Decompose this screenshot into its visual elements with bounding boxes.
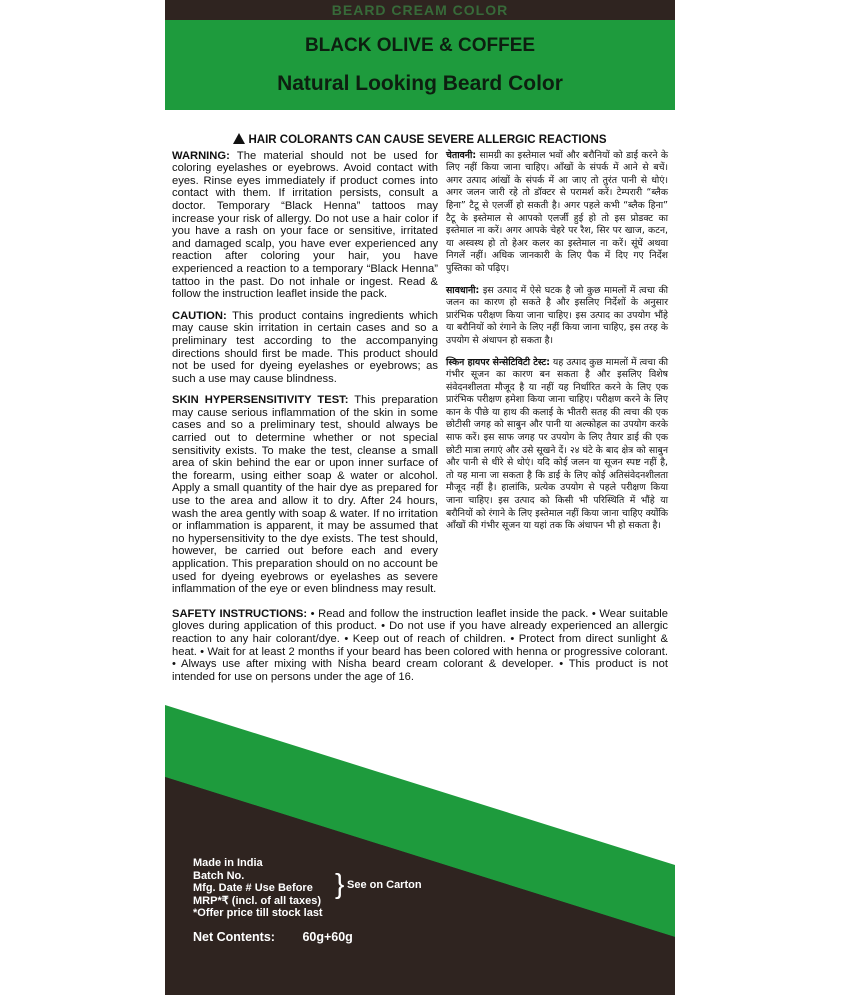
- hindi-warning-paragraph: [446, 150, 668, 276]
- offer-note: *Offer price till stock last: [193, 907, 323, 920]
- hindi-caution-text: इस उत्पाद में ऐसे घटक है जो कुछ मामलों में त्वचा की जलन का कारण हो सकते है और इसलिए निर्देशों के अनुसार प्रारंभिक परीक्षण किया जाना चाहिए। इस उत्पाद का उपयोग भौंहे या बरौनियों को रंगाने के लिए नहीं किया जाना चाहिए, इस तरह के उपयोग से अंधापन हो सकता है।: [446, 284, 668, 346]
- top-band-text: BEARD CREAM COLOR: [331, 2, 509, 18]
- safety-instructions: [172, 608, 668, 684]
- safety-text: • Read and follow the instruction leaflet inside the pack. • Wear suitable gloves during application of this product. • Do not use if you have already experienced an allergic reaction to any hair colorant/dye. • Keep out of reach of children. • Protect from direct sunlight & heat. • Wait for at least 2 months if your beard has been colored with henna or progressive colorant. • Always use after mixing with Nisha beard cream colorant & developer. • This product is not intended for use on persons under the age of 16.: [172, 607, 668, 683]
- english-column: [172, 150, 438, 605]
- hindi-skin-test-paragraph: [446, 357, 668, 533]
- skin-test-text: This preparation may cause serious inflammation of the skin in some cases and so a preliminary test, should always be carried out to determine whether or not special sensitivity exists. To make the test, cleanse a small area of skin behind the ear or upon inner surface of the forearm, using either soap & water or alcohol. Apply a small quantity of the hair dye as prepared for use to the area and allow it to dry. After 24 hours, wash the area gently with soap & water. If no irritation or inflammation is apparent, it may be assumed that no hypersensitivity to the dye exists. The test should, however, be carried out before each and every application. This preparation should on no account be used for dyeing eyebrows or eyelashes as severe inflammation of the eye or even blindness may result.: [172, 394, 438, 596]
- hindi-warning-label: चेतावनी:: [446, 149, 477, 161]
- skin-test-label: SKIN HYPERSENSITIVITY TEST:: [172, 394, 349, 407]
- bilingual-columns: [172, 150, 668, 605]
- diagonal-band-graphic: [165, 705, 675, 995]
- allergy-warning-title: [172, 133, 668, 147]
- hindi-skin-test-label: स्किन हायपर सेन्सेटिविटी टेस्ट:: [446, 356, 550, 368]
- hindi-column: [446, 150, 668, 605]
- caution-label: CAUTION:: [172, 309, 227, 322]
- brace-icon: }: [335, 868, 345, 899]
- hindi-skin-test-text: यह उत्पाद कुछ मामलों में त्वचा की गंभीर सूजन का कारण बन सकता है और इसलिए विशेष संवेदनशीलता मौजूद है या नहीं यह निर्धारित करने के लिए एक प्रारंभिक परीक्षण हमेशा किया जाना चाहिए। परीक्षण करने के लिए कान के पीछे या हाथ की कलाई के भीतरी सतह की त्वचा की एक छोटीसी जगह को साबुन और पानी या अल्कोहल का उपयोग करके साफ करें। इस साफ जगह पर उपयोग के लिए तैयार डाई की एक छोटी मात्रा लगाएं और उसे सूखने दें। २४ घंटे के बाद क्षेत्र को साबुन और पानी से धीरे से धोएं। यदि कोई जलन या सूजन स्पष्ट नहीं है, तो यह माना जा सकता है कि डाई के लिए कोई अतिसंवेदनशीलता मौजूद नहीं है। हालांकि, प्रत्येक उपयोग से पहले परीक्षण किया जाना चाहिए। इस उत्पाद को किसी भी परिस्थिति में भौंहे या बरौनियों को रंगाने के लिए इस्तेमाल नहीं किया जाना चाहिए क्योंकि आँखों की गंभीर सूजन या यहां तक कि अंधापन भी हो सकता है।: [446, 356, 668, 532]
- product-box-back: [165, 0, 675, 995]
- warning-text: The material should not be used for coloring eyelashes or eyebrows. Avoid contact with eyes. Rinse eyes immediately if product comes into contact with them. If irritation persists, consult a doctor. Temporary “Black Henna” tattoos may increase your risk of allergy. Do not use a hair color if you have a rash on your face or sensitive, irritated and damaged scalp, you have ever experienced any reaction after coloring your hair, you have experienced a reaction to a temporary “Black Henna” tattoo in the past. Do not inhale or ingest. Read & follow the instruction leaflet inside the pack.: [172, 149, 438, 301]
- bottom-panel: [165, 705, 675, 995]
- caution-text: This product contains ingredients which may cause skin irritation in certain cases and so a preliminary test according to the accompanying directions should first be made. This product should not be used for dyeing eyelashes or eyebrows; as such a use may cause blindness.: [172, 309, 438, 385]
- tagline: Natural Looking Beard Color: [277, 72, 563, 95]
- see-on-carton: See on Carton: [347, 879, 422, 891]
- hindi-caution-label: सावधानी:: [446, 284, 480, 296]
- mrp: MRP*₹ (incl. of all taxes): [193, 894, 322, 907]
- net-contents: [193, 930, 353, 944]
- hindi-caution-paragraph: [446, 285, 668, 348]
- variant-name: BLACK OLIVE & COFFEE: [304, 35, 536, 56]
- warning-label: WARNING:: [172, 149, 230, 162]
- made-in: Made in India: [193, 857, 263, 869]
- warning-paragraph: [172, 150, 438, 301]
- skin-test-paragraph: [172, 394, 438, 596]
- caution-paragraph: [172, 310, 438, 386]
- allergy-warning-text: HAIR COLORANTS CAN CAUSE SEVERE ALLERGIC REACTIONS: [248, 134, 607, 146]
- warning-triangle-icon: [233, 133, 245, 144]
- label-text: [172, 133, 668, 695]
- net-contents-value: 60g+60g: [302, 930, 353, 944]
- mfg-date: Mfg. Date # Use Before: [193, 882, 313, 895]
- net-contents-label: Net Contents:: [193, 930, 275, 944]
- batch-no: Batch No.: [193, 869, 245, 882]
- safety-label: SAFETY INSTRUCTIONS:: [172, 607, 308, 620]
- top-band: [165, 0, 675, 20]
- hindi-warning-text: सामग्री का इस्तेमाल भवों और बरौनियों को डाई करने के लिए नहीं किया जाना चाहिए। आँखों के संपर्क में आने से बचें। अगर उत्पाद आंखों के संपर्क में आ जाए तो तुरंत पानी से धोएं। अगर जलन जारी रहे तो डॉक्टर से परामर्श करें। टेम्परारी “ब्लैक हिना” टैटू से एलर्जी हो सकती है। अगर पहले कभी “ब्लैक हिना” टैटू के इस्तेमाल से आपको एलर्जी हुई हो तो इस प्रोडक्ट का इस्तेमाल ना करें। अगर आपके चेहरे पर रैश, सिर पर खाज, कटन, या अस्वस्थ हो तो हेअर कलर का इस्तेमाल ना करें। सूंघें अथवा निगलें नहीं। अधिक जानकारी के लिए पैक में दिए गए निर्देश पुस्तिका को पढ़िए।: [446, 149, 668, 274]
- product-info: [193, 857, 323, 920]
- green-header: [165, 20, 675, 110]
